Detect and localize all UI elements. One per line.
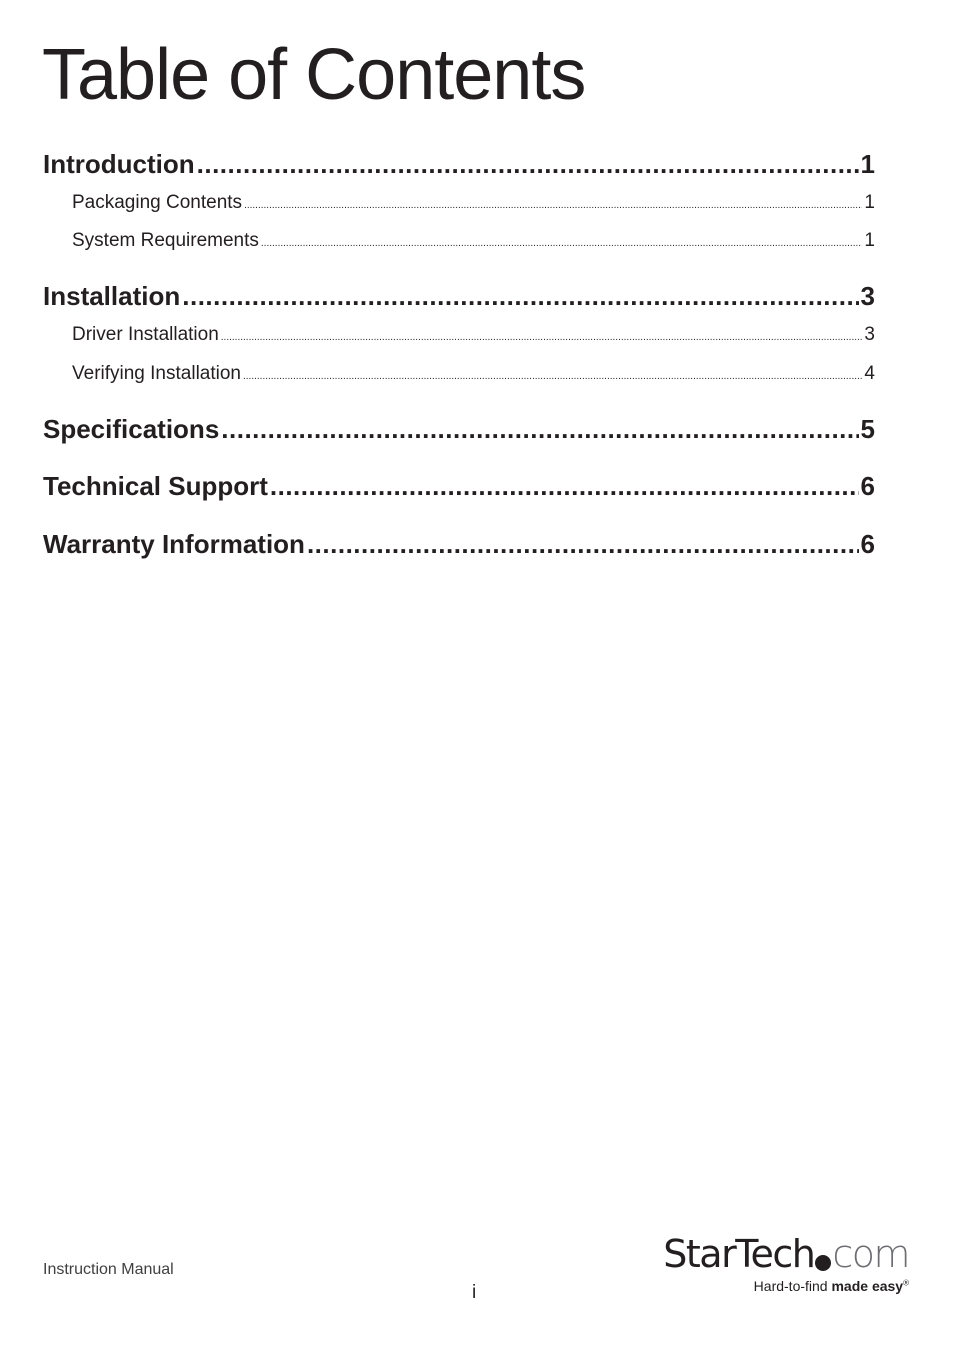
toc-dot-leader xyxy=(307,528,859,560)
toc-entry-system-requirements[interactable] xyxy=(43,228,875,254)
logo-dot-icon xyxy=(815,1255,831,1271)
toc-entry-label: Specifications xyxy=(43,414,220,444)
toc-entry-packaging-contents[interactable] xyxy=(43,190,875,216)
toc-page-number: 5 xyxy=(860,414,875,444)
tagline-regular: Hard-to-find xyxy=(753,1278,832,1294)
toc-dot-leader xyxy=(182,280,858,312)
toc-dot-leader xyxy=(197,148,859,180)
toc-page-number: 6 xyxy=(860,471,875,501)
tagline-bold: made easy xyxy=(831,1278,904,1294)
toc-entry-label: Driver Installation xyxy=(72,324,219,345)
toc-page-number: 4 xyxy=(864,363,875,384)
startech-logo xyxy=(663,1232,909,1276)
toc-dot-leader xyxy=(221,325,863,351)
brand-tagline xyxy=(663,1278,909,1294)
toc-entry-label: Verifying Installation xyxy=(72,363,241,384)
toc-entry-label: Introduction xyxy=(43,149,195,179)
toc-entry-driver-installation[interactable] xyxy=(43,322,875,348)
toc-dot-leader xyxy=(270,470,859,502)
toc-entry-technical-support[interactable] xyxy=(43,470,875,502)
toc-entry-warranty-information[interactable] xyxy=(43,528,875,560)
registered-mark: ® xyxy=(903,1278,909,1288)
toc-page-number: 1 xyxy=(864,230,875,251)
table-of-contents xyxy=(43,140,875,560)
toc-entry-label: Packaging Contents xyxy=(72,192,243,213)
toc-entry-installation[interactable] xyxy=(43,280,875,312)
toc-entry-specifications[interactable] xyxy=(43,413,875,445)
toc-entry-verifying-installation[interactable] xyxy=(43,361,875,387)
toc-entry-label: System Requirements xyxy=(72,230,259,251)
toc-entry-label: Installation xyxy=(43,281,181,311)
brand-logo-block xyxy=(663,1232,909,1294)
toc-page-number: 3 xyxy=(860,281,875,311)
toc-page-number: 3 xyxy=(864,324,875,345)
toc-page-number: 1 xyxy=(860,149,875,179)
footer-page-number: i xyxy=(472,1282,477,1303)
toc-dot-leader xyxy=(243,364,862,390)
toc-dot-leader xyxy=(221,413,858,445)
footer-document-type: Instruction Manual xyxy=(43,1261,174,1278)
toc-page-number: 1 xyxy=(864,192,875,213)
toc-entry-introduction[interactable] xyxy=(43,148,875,180)
logo-wordmark: StarTech xyxy=(663,1232,815,1276)
toc-dot-leader xyxy=(244,193,862,219)
page-title: Table of Contents xyxy=(42,35,586,115)
toc-page-number: 6 xyxy=(860,529,875,559)
toc-entry-label: Technical Support xyxy=(43,471,268,501)
logo-domain-suffix: com xyxy=(832,1232,909,1276)
toc-entry-label: Warranty Information xyxy=(43,529,305,559)
toc-dot-leader xyxy=(261,231,863,257)
